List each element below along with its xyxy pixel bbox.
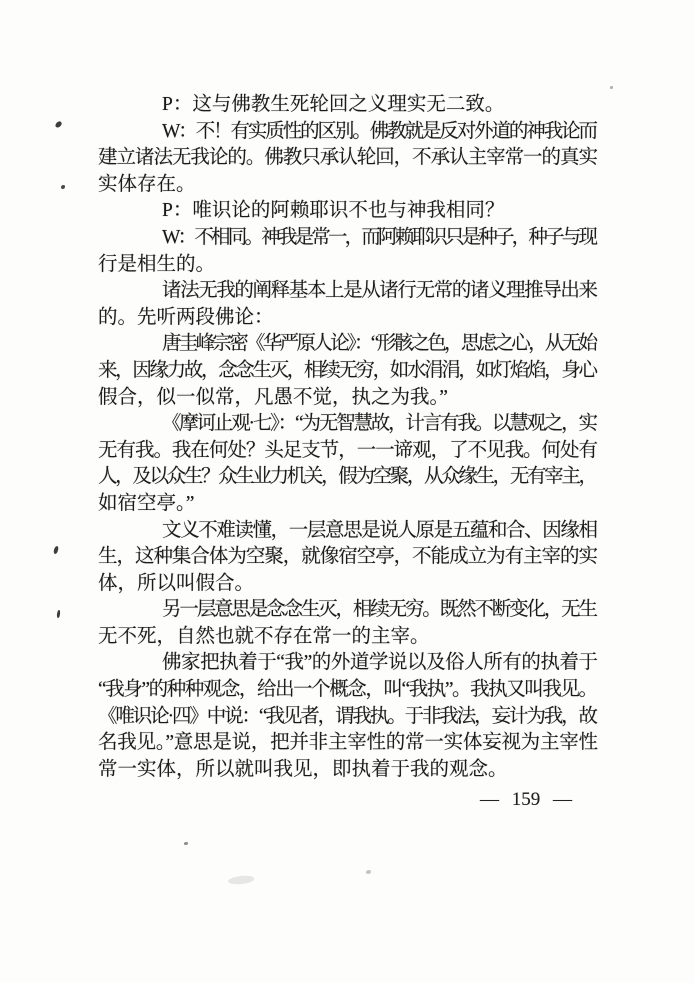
- ink-speck: [61, 185, 65, 189]
- text-line: 常一实体，所以就叫我见，即执着于我的观念。: [98, 758, 508, 780]
- ink-speck: [228, 875, 254, 885]
- text-line: 无不死，自然也就不存在常一的主宰。: [98, 625, 430, 647]
- ink-speck: [53, 546, 59, 555]
- text-line: W：不相同。神我是常一，而阿赖耶识只是种子，种子与现: [162, 226, 596, 248]
- text-line: 体，所以叫假合。: [98, 572, 255, 594]
- text-line: 行是相生的。: [98, 253, 216, 275]
- body-text: [98, 92, 598, 783]
- text-line: “我身”的种种观念，给出一个概念，叫“我执”。我执又叫我见。: [98, 679, 597, 701]
- text-line: 建立诸法无我论的。佛教只承认轮回，不承认主宰常一的真实: [98, 147, 597, 169]
- text-line: 生，这种集合体为空聚，就像宿空亭，不能成立为有主宰的实: [98, 546, 597, 568]
- text-line: 如宿空亭。”: [98, 492, 195, 514]
- text-line: 佛家把执着于“我”的外道学说以及俗人所有的执着于: [162, 652, 598, 674]
- text-line: P：唯识论的阿赖耶识不也与神我相同？: [162, 200, 505, 222]
- ink-speck: [366, 870, 371, 874]
- text-line: 假合，似一似常，凡愚不觉，执之为我。”: [98, 386, 448, 408]
- page-number: — 159 —: [480, 789, 572, 810]
- text-line: 名我见。”意思是说，把并非主宰性的常一实体妄视为主宰性: [98, 732, 598, 754]
- text-line: 唐圭峰宗密《华严原人论》：“形骸之色，思虑之心，从无始: [162, 333, 596, 355]
- text-line: 人，及以众生？众生业力机关，假为空聚，从众缘生，无有宰主，: [98, 466, 596, 488]
- text-line: 另一层意思是念念生灭，相续无穷。既然不断变化，无生: [162, 599, 596, 621]
- text-line: 实体存在。: [98, 173, 196, 195]
- text-line: 《唯识论·四》中说：“我见者，谓我执。于非我法，妄计为我，故: [98, 705, 596, 727]
- text-line: 文义不难读懂，一层意思是说人原是五蕴和合、因缘相: [162, 519, 597, 541]
- ink-speck: [184, 842, 188, 845]
- ink-speck: [57, 610, 61, 618]
- text-line: P：这与佛教生死轮回之义理实无二致。: [162, 94, 505, 115]
- text-line: 无有我。我在何处？头足支节，一一谛观，了不见我。何处有: [98, 439, 597, 461]
- text-line: W：不！有实质性的区别。佛教就是反对外道的神我论而: [162, 120, 596, 142]
- text-line: 来，因缘力故，念念生灭，相续无穷，如水涓涓，如灯焰焰，身心: [98, 359, 596, 381]
- text-line: 诸法无我的阐释基本上是从诸行无常的诸义理推导出来: [162, 280, 597, 302]
- ink-speck: [610, 86, 613, 89]
- text-line: 的。先听两段佛论：: [98, 306, 274, 328]
- text-line: 《摩诃止观·七》：“为无智慧故，计言有我。以慧观之，实: [162, 413, 596, 435]
- ink-speck: [54, 120, 63, 128]
